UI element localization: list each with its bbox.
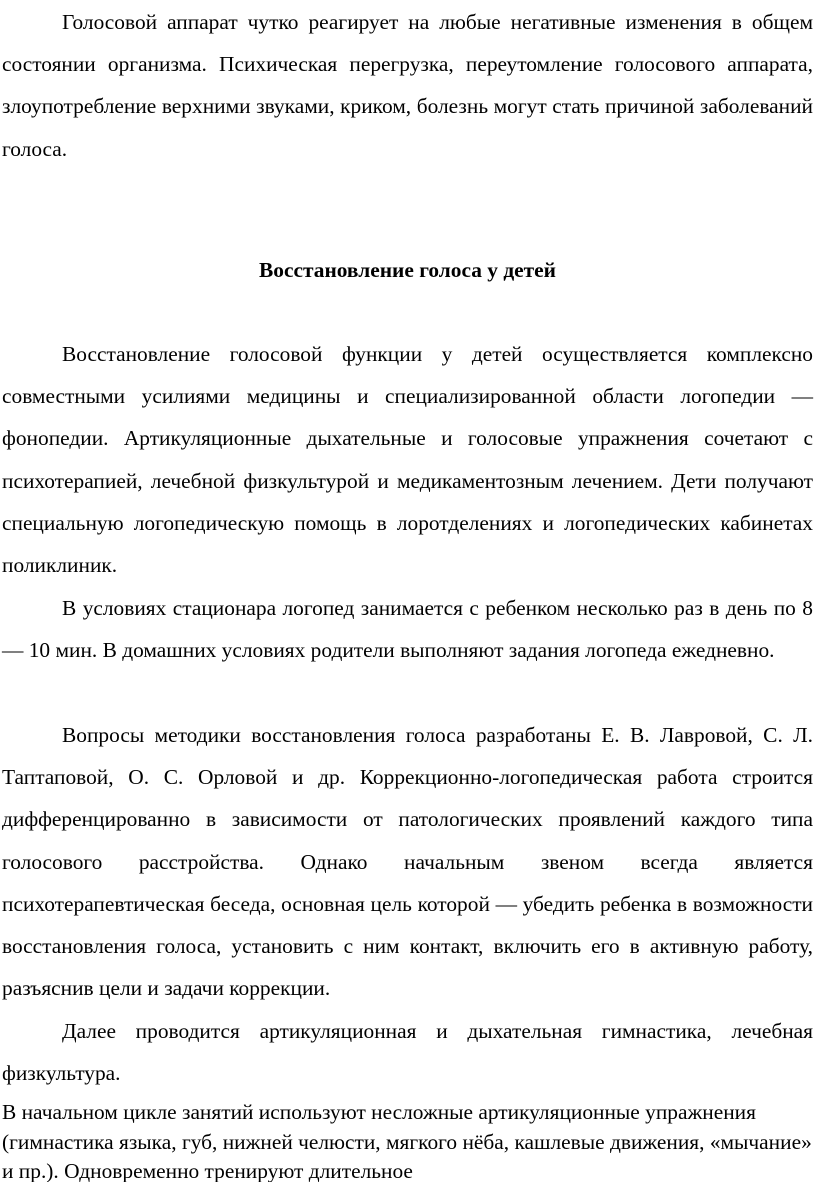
section-heading: Восстановление голоса у детей	[259, 258, 556, 282]
paragraph-restoration-overview: Восстановление голосовой функции у детей осуществляется комплексно совместными усилиями медицины и специализированной области логопедии — фонопедии. Артикуляционные дыхательные и голосовые упражнения сочетают с психотерапией, лечебной физкультурой и медикаментозным лечением. Дети получают специальную логопедическую помощь в лоротделениях и логопедических кабинетах поликлиник.	[2, 342, 813, 578]
paragraph-initial-cycle: В начальном цикле занятий используют несложные артикуляционные упражнения (гимнастика языка, губ, нижней челюсти, мягкого нёба, кашлевые движения, «мычание» и пр.). Одновременно тренируют длительное	[2, 1100, 812, 1182]
paragraph-methodology: Вопросы методики восстановления голоса разработаны Е. В. Лавровой, С. Л. Таптаповой, О. С. Орловой и др. Коррекционно-логопедическая работа строится дифференцированно в зависимости от патологических проявлений каждого типа голосового расстройства. Однако начальным звеном всегда является психотерапевтическая беседа, основная цель которой — убедить ребенка в возможности восстановления голоса, установить с ним контакт, включить его в активную работу, разъяснив цели и задачи коррекции.	[2, 723, 813, 1001]
paragraph-voice-apparatus: Голосовой аппарат чутко реагирует на любые негативные изменения в общем состоянии организма. Психическая перегрузка, переутомление голосового аппарата, злоупотребление верхними звуками, криком, болезнь могут стать причиной заболеваний голоса.	[2, 10, 813, 161]
paragraph-gymnastics: Далее проводится артикуляционная и дыхательная гимнастика, лечебная физкультура.	[2, 1019, 813, 1086]
paragraph-hospital-conditions: В условиях стационара логопед занимается с ребенком несколько раз в день по 8 — 10 мин. В домашних условиях родители выполняют задания логопеда ежедневно.	[2, 596, 813, 663]
